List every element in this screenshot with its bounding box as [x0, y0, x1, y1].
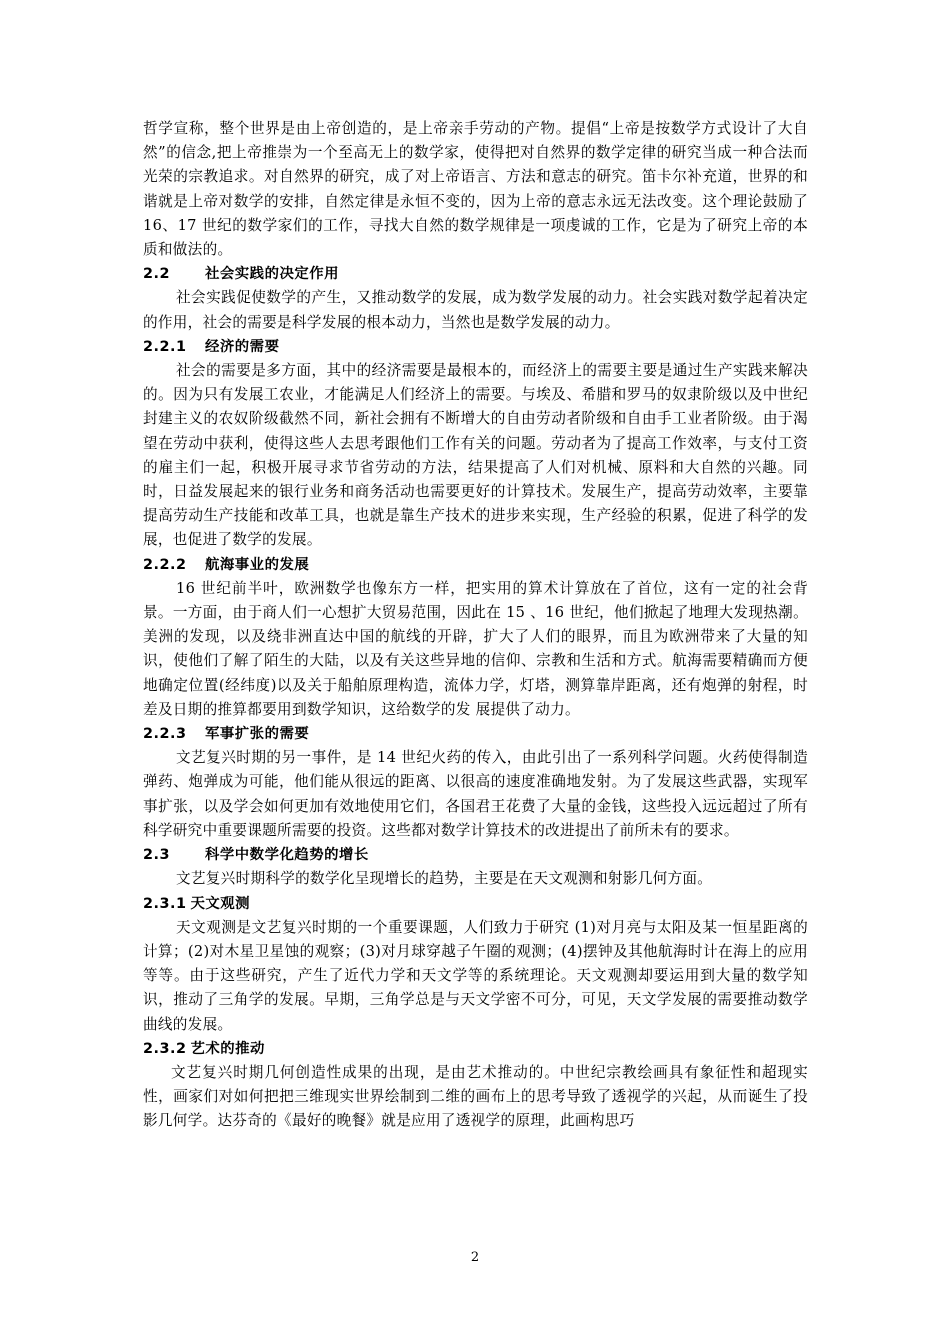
section-paragraph-2-3-2: 文艺复兴时期几何创造性成果的出现，是由艺术推动的。中世纪宗教绘画具有象征性和超现实性，画家们对如何把把三维现实世界绘制到二维的画布上的思考导致了透视学的兴起，从而诞生了投影几何学。达芬奇的《最好的晚餐》就是应用了透视学的原理，此画构思巧 — [143, 1063, 808, 1130]
section-heading-2-2 — [143, 262, 808, 286]
section-number: 2.2.3 — [143, 726, 187, 743]
opening-paragraph: 哲学宣称，整个世界是由上帝创造的，是上帝亲手劳动的产物。提倡“上帝是按数学方式设计了大自然”的信念,把上帝推崇为一个至高无上的数学家，使得把对自然界的数学定律的研究当成一种合法而光荣的宗教追求。对自然界的研究，成了对上帝语言、方法和意志的研究。笛卡尔补充道，世界的和谐就是上帝对数学的安排，自然定律是永恒不变的，因为上帝的意志永远无法改变。这个理论鼓励了 16、17 世纪的数学家们的工作，寻找大自然的数学规律是一项虔诚的工作，它是为了研究上帝的本质和做法的。 — [143, 120, 808, 259]
section-title: 社会实践的决定作用 — [205, 266, 340, 283]
section-paragraph-2-2: 社会实践促使数学的产生，又推动数学的发展，成为数学发展的动力。社会实践对数学起着决定的作用，社会的需要是科学发展的根本动力，当然也是数学发展的动力。 — [143, 289, 808, 331]
page-body — [143, 117, 808, 1134]
section-title: 天文观测 — [190, 895, 251, 912]
page-number: 2 — [470, 1250, 480, 1265]
section-number: 2.2 — [143, 266, 170, 283]
section-number: 2.3.1 — [143, 895, 187, 912]
section-heading-2-3-2 — [143, 1037, 808, 1061]
section-heading-2-2-3 — [143, 722, 808, 746]
section-heading-2-3 — [143, 843, 808, 867]
section-paragraph-2-2-2: 16 世纪前半叶，欧洲数学也像东方一样，把实用的算术计算放在了首位，这有一定的社会背景。一方面，由于商人们一心想扩大贸易范围，因此在 15 、16 世纪，他们掀起了地理大发现热潮。美洲的发现，以及绕非洲直达中国的航线的开辟，扩大了人们的眼界，而且为欧洲带来了大量的知识，使他们了解了陌生的大陆，以及有关这些异地的信仰、宗教和生活和方式。航海需要精确而方便地确定位置(经纬度)以及关于船舶原理构造，流体力学，灯塔，测算靠岸距离，还有炮弹的射程，时差及日期的推算都要用到数学知识，这给数学的发 展提供了动力。 — [143, 579, 808, 718]
section-title: 军事扩张的需要 — [205, 726, 310, 743]
section-title: 航海事业的发展 — [205, 556, 310, 573]
section-title: 艺术的推动 — [190, 1040, 265, 1057]
section-number: 2.3 — [143, 847, 170, 864]
section-paragraph-2-2-3: 文艺复兴时期的另一事件，是 14 世纪火药的传入，由此引出了一系列科学问题。火药使得制造弹药、炮弹成为可能，他们能从很远的距离、以很高的速度准确地发射。为了发展这些武器，实现军事扩张，以及学会如何更加有效地使用它们，各国君王花费了大量的金钱，这些投入远远超过了所有科学研究中重要课题所需要的投资。这些都对数学计算技术的改进提出了前所未有的要求。 — [143, 749, 808, 839]
section-paragraph-2-2-1: 社会的需要是多方面，其中的经济需要是最根本的，而经济上的需要主要是通过生产实践来解决的。因为只有发展工农业，才能满足人们经济上的需要。与埃及、希腊和罗马的奴隶阶级以及中世纪封建主义的农奴阶级截然不同，新社会拥有不断增大的自由劳动者阶级和自由手工业者阶级。由于渴望在劳动中获利，使得这些人去思考跟他们工作有关的问题。劳动者为了提高工作效率，与支付工资的雇主们一起，积极开展寻求节省劳动的方法，结果提高了人们对机械、原料和大自然的兴趣。同时，日益发展起来的银行业务和商务活动也需要更好的计算技术。发展生产，提高劳动效率，主要靠提高劳动生产技能和改革工具，也就是靠生产技术的进步来实现，生产经验的积累，促进了科学的发展，也促进了数学的发展。 — [143, 362, 808, 549]
section-number: 2.3.2 — [143, 1040, 187, 1057]
section-number: 2.2.2 — [143, 556, 187, 573]
section-paragraph-2-3: 文艺复兴时期科学的数学化呈现增长的趋势，主要是在天文观测和射影几何方面。 — [176, 870, 713, 888]
section-paragraph-2-3-1: 天文观测是文艺复兴时期的一个重要课题，人们致力于研究 (1)对月亮与太阳及某一恒星距离的计算；(2)对木星卫星蚀的观察；(3)对月球穿越子午圈的观测；(4)摆钟及其他航海时计在海上的应用等等。由于这些研究，产生了近代力学和天文学等的系统理论。天文观测却要运用到大量的数学知识，推动了三角学的发展。早期，三角学总是与天文学密不可分，可见，天文学发展的需要推动数学曲线的发展。 — [143, 918, 808, 1033]
section-heading-2-2-2 — [143, 553, 808, 577]
section-title: 科学中数学化趋势的增长 — [205, 847, 369, 864]
section-title: 经济的需要 — [205, 338, 280, 355]
section-heading-2-3-1 — [143, 892, 808, 916]
section-number: 2.2.1 — [143, 338, 187, 355]
section-heading-2-2-1 — [143, 335, 808, 359]
